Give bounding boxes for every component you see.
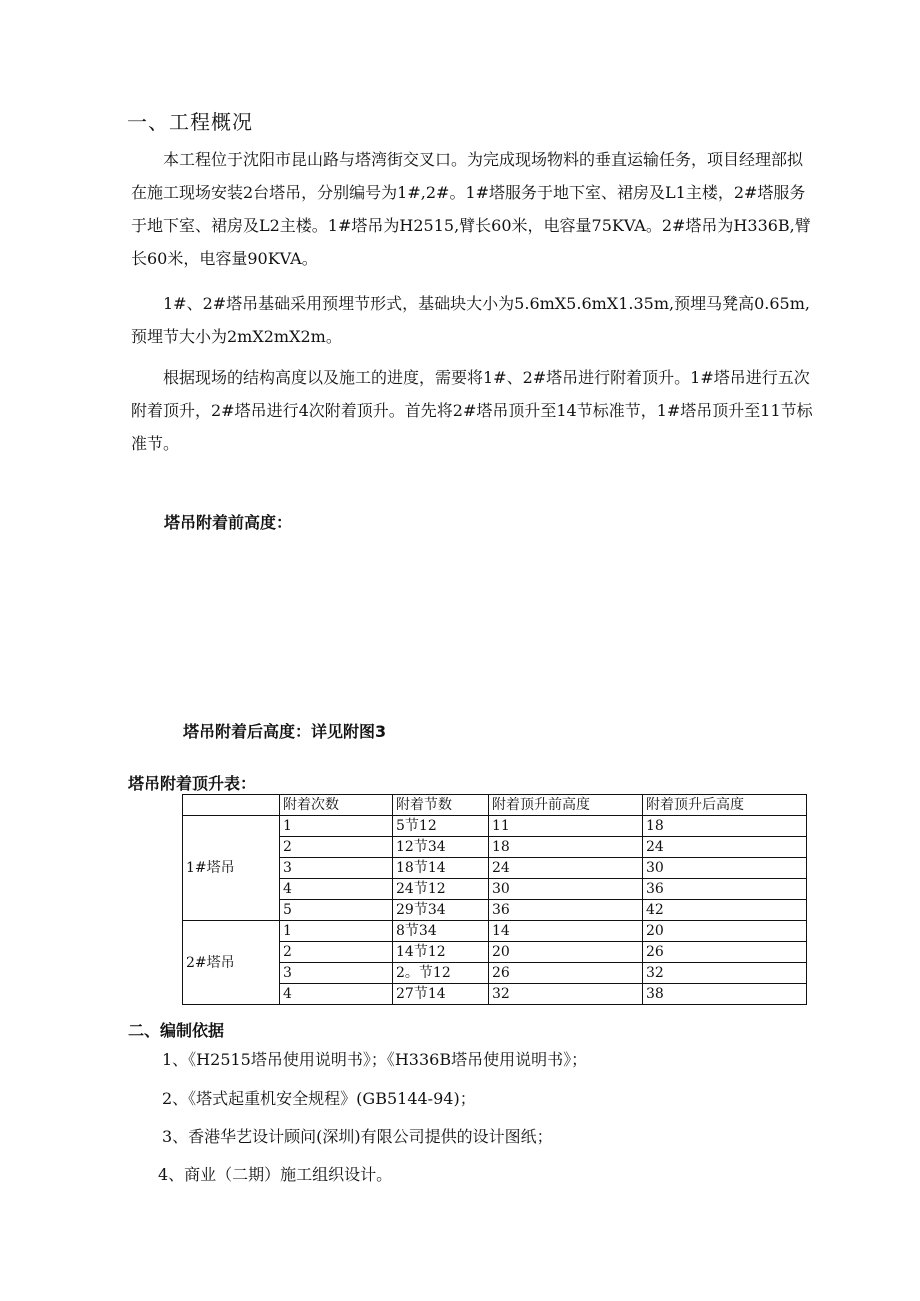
table-cell: 18 — [643, 816, 807, 837]
table-cell: 26 — [643, 942, 807, 963]
header-cell: 附着顶升前高度 — [489, 795, 643, 816]
table-cell: 30 — [489, 879, 643, 900]
table-cell: 2 — [280, 837, 393, 858]
table-cell: 36 — [643, 879, 807, 900]
section1-foundation — [131, 287, 817, 353]
reference-item-2: 2、《塔式起重机安全规程》(GB5144-94)； — [162, 1089, 476, 1108]
reference-item-4: 4、商业（二期）施工组织设计。 — [158, 1165, 393, 1184]
table-row — [183, 921, 807, 942]
lift-table — [182, 794, 807, 1005]
table-row — [183, 816, 807, 837]
table-cell: 8节34 — [393, 921, 489, 942]
after-height-label: 塔吊附着后高度：详见附图3 — [183, 722, 387, 741]
paragraph-foundation: 1#、2#塔吊基础采用预埋节形式，基础块大小为5.6mX5.6mX1.35m,预埋马凳高0.65m,预埋节大小为2mX2mX2m。 — [131, 294, 810, 346]
table-cell: 3 — [280, 963, 393, 984]
table-cell: 4 — [280, 984, 393, 1005]
table-cell: 1 — [280, 921, 393, 942]
table-cell: 24 — [489, 858, 643, 879]
table-cell: 2。节12 — [393, 963, 489, 984]
before-height-label: 塔吊附着前高度： — [164, 513, 293, 532]
reference-item-1: 1、《H2515塔吊使用说明书》；《H336B塔吊使用说明书》； — [162, 1050, 588, 1069]
table-cell: 30 — [643, 858, 807, 879]
table-cell: 5节12 — [393, 816, 489, 837]
group-name-crane2: 2#塔吊 — [183, 921, 280, 1005]
table-cell: 20 — [643, 921, 807, 942]
section1-body — [131, 143, 817, 275]
table-cell: 36 — [489, 900, 643, 921]
table-title: 塔吊附着顶升表： — [128, 774, 257, 793]
reference-item-3: 3、香港华艺设计顾问(深圳)有限公司提供的设计图纸； — [162, 1127, 553, 1146]
paragraph-overview: 本工程位于沈阳市昆山路与塔湾街交叉口。为完成现场物料的垂直运输任务，项目经理部拟在施工现场安装2台塔吊，分别编号为1#,2#。1#塔服务于地下室、裙房及L1主楼，2#塔服务于地下室、裙房及L2主楼。1#塔吊为H2515,臂长60米，电容量75KVA。2#塔吊为H336B,臂长60米，电容量90KVA。 — [131, 150, 811, 268]
group-name-crane1: 1#塔吊 — [183, 816, 280, 921]
table-cell: 11 — [489, 816, 643, 837]
table-cell: 26 — [489, 963, 643, 984]
table-cell: 18 — [489, 837, 643, 858]
header-cell — [183, 795, 280, 816]
table-cell: 20 — [489, 942, 643, 963]
table-cell: 42 — [643, 900, 807, 921]
table-cell: 18节14 — [393, 858, 489, 879]
section1-lifting — [131, 361, 817, 460]
table-cell: 24 — [643, 837, 807, 858]
table-cell: 27节14 — [393, 984, 489, 1005]
paragraph-lifting: 根据现场的结构高度以及施工的进度，需要将1#、2#塔吊进行附着顶升。1#塔吊进行五次附着顶升，2#塔吊进行4次附着顶升。首先将2#塔吊顶升至14节标准节，1#塔吊顶升至11节标准节。 — [131, 368, 813, 453]
table-cell: 14 — [489, 921, 643, 942]
table-cell: 12节34 — [393, 837, 489, 858]
table-cell: 14节12 — [393, 942, 489, 963]
table-cell: 4 — [280, 879, 393, 900]
table-cell: 24节12 — [393, 879, 489, 900]
table-cell: 38 — [643, 984, 807, 1005]
table-cell: 5 — [280, 900, 393, 921]
section2-title: 二、编制依据 — [128, 1021, 225, 1040]
table-cell: 2 — [280, 942, 393, 963]
header-cell: 附着次数 — [280, 795, 393, 816]
table-header-row — [183, 795, 807, 816]
table-cell: 32 — [643, 963, 807, 984]
header-cell: 附着节数 — [393, 795, 489, 816]
section1-title: 一、工程概况 — [127, 110, 253, 134]
table-cell: 29节34 — [393, 900, 489, 921]
table-cell: 3 — [280, 858, 393, 879]
table-cell: 32 — [489, 984, 643, 1005]
table-cell: 1 — [280, 816, 393, 837]
header-cell: 附着顶升后高度 — [643, 795, 807, 816]
